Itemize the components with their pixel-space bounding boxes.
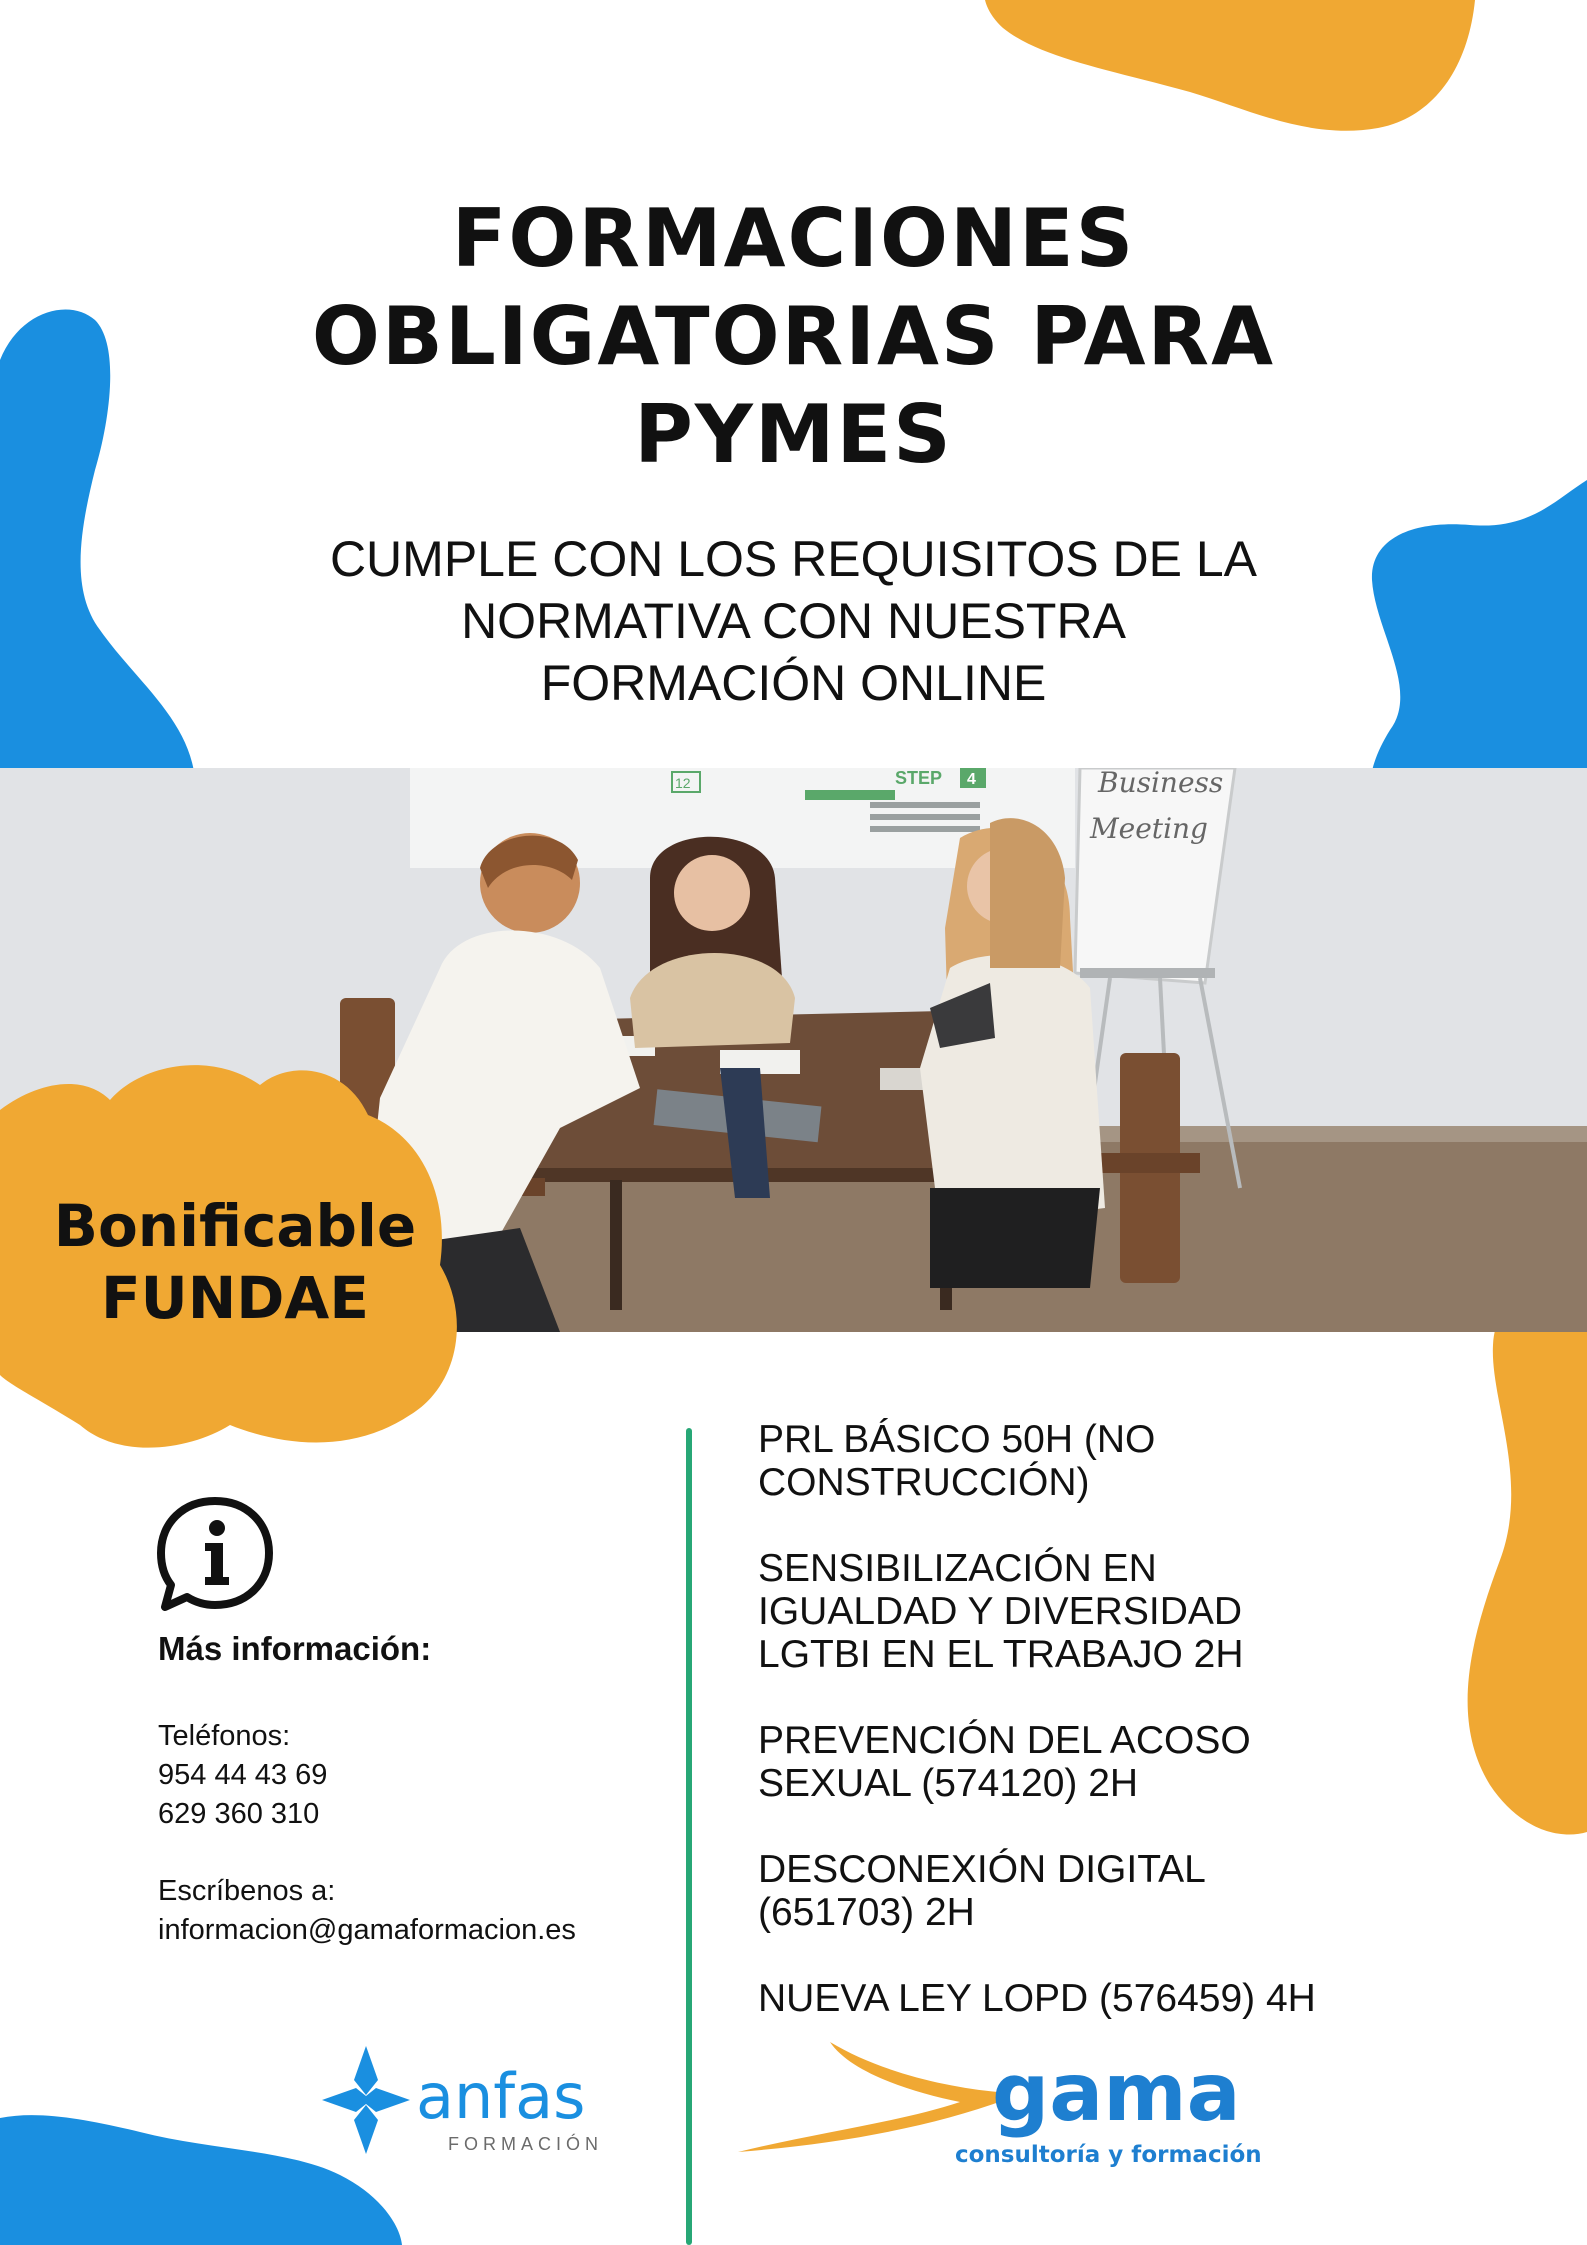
course-4-line-1: DESCONEXIÓN DIGITAL — [758, 1848, 1206, 1891]
email-link[interactable]: informacion@gamaformacion.es — [158, 1914, 576, 1946]
title-line-1: FORMACIONES — [451, 192, 1136, 285]
subtitle-line-1: CUMPLE CON LOS REQUISITOS DE LA — [329, 531, 1258, 587]
course-2-line-1: SENSIBILIZACIÓN EN — [758, 1547, 1157, 1590]
column-divider — [686, 1428, 692, 2245]
whiteboard-text-2: Meeting — [1090, 812, 1208, 845]
gama-wordmark: gama — [992, 2046, 1241, 2139]
course-item — [758, 1977, 1538, 2020]
subtitle-line-3: FORMACIÓN ONLINE — [540, 655, 1047, 711]
anfas-wordmark: anfas — [416, 2060, 586, 2133]
anfas-subtitle: FORMACIÓN — [448, 2134, 603, 2154]
screen-step-number: 4 — [967, 771, 976, 788]
page-title — [0, 190, 1587, 484]
subtitle — [0, 528, 1587, 714]
screen-number: 12 — [675, 775, 691, 791]
anfas-logo — [316, 2040, 636, 2160]
course-3-line-2: SEXUAL (574120) 2H — [758, 1762, 1139, 1805]
course-item — [758, 1418, 1538, 1504]
badge-line-2: FUNDAE — [101, 1264, 369, 1332]
course-item — [758, 1719, 1538, 1805]
title-line-2: OBLIGATORIAS PARA — [311, 290, 1276, 383]
contact-heading: Más información: — [158, 1630, 432, 1667]
course-2-line-3: LGTBI EN EL TRABAJO 2H — [758, 1633, 1244, 1676]
info-icon — [155, 1495, 275, 1613]
whiteboard-text-1: Business — [1098, 768, 1224, 799]
course-item — [758, 1848, 1538, 1934]
gama-logo — [730, 2032, 1290, 2187]
course-item — [758, 1547, 1538, 1676]
anfas-logo-icon — [322, 2046, 410, 2154]
course-2-line-2: IGUALDAD Y DIVERSIDAD — [758, 1590, 1243, 1633]
email-label: Escríbenos a: — [158, 1875, 336, 1907]
phone-1[interactable]: 954 44 43 69 — [158, 1759, 328, 1791]
course-1-line-2: CONSTRUCCIÓN) — [758, 1461, 1090, 1504]
subtitle-line-2: NORMATIVA CON NUESTRA — [461, 593, 1126, 649]
bonificable-badge-text — [30, 1190, 440, 1334]
course-1-line-1: PRL BÁSICO 50H (NO — [758, 1418, 1156, 1461]
course-3-line-1: PREVENCIÓN DEL ACOSO — [758, 1719, 1251, 1762]
whiteboard — [1075, 768, 1235, 983]
course-4-line-2: (651703) 2H — [758, 1891, 975, 1934]
course-5-line-1: NUEVA LEY LOPD (576459) 4H — [758, 1977, 1316, 2020]
phone-2[interactable]: 629 360 310 — [158, 1798, 320, 1830]
screen-step: STEP — [895, 768, 943, 788]
gama-subtitle: consultoría y formación — [955, 2142, 1262, 2168]
phones-label: Teléfonos: — [158, 1720, 291, 1752]
badge-line-1: Bonificable — [53, 1192, 417, 1260]
title-line-3: PYMES — [634, 388, 953, 481]
course-list — [758, 1418, 1538, 2063]
top-orange-blob — [985, 0, 1475, 131]
gama-swoosh-icon — [738, 2042, 1005, 2152]
